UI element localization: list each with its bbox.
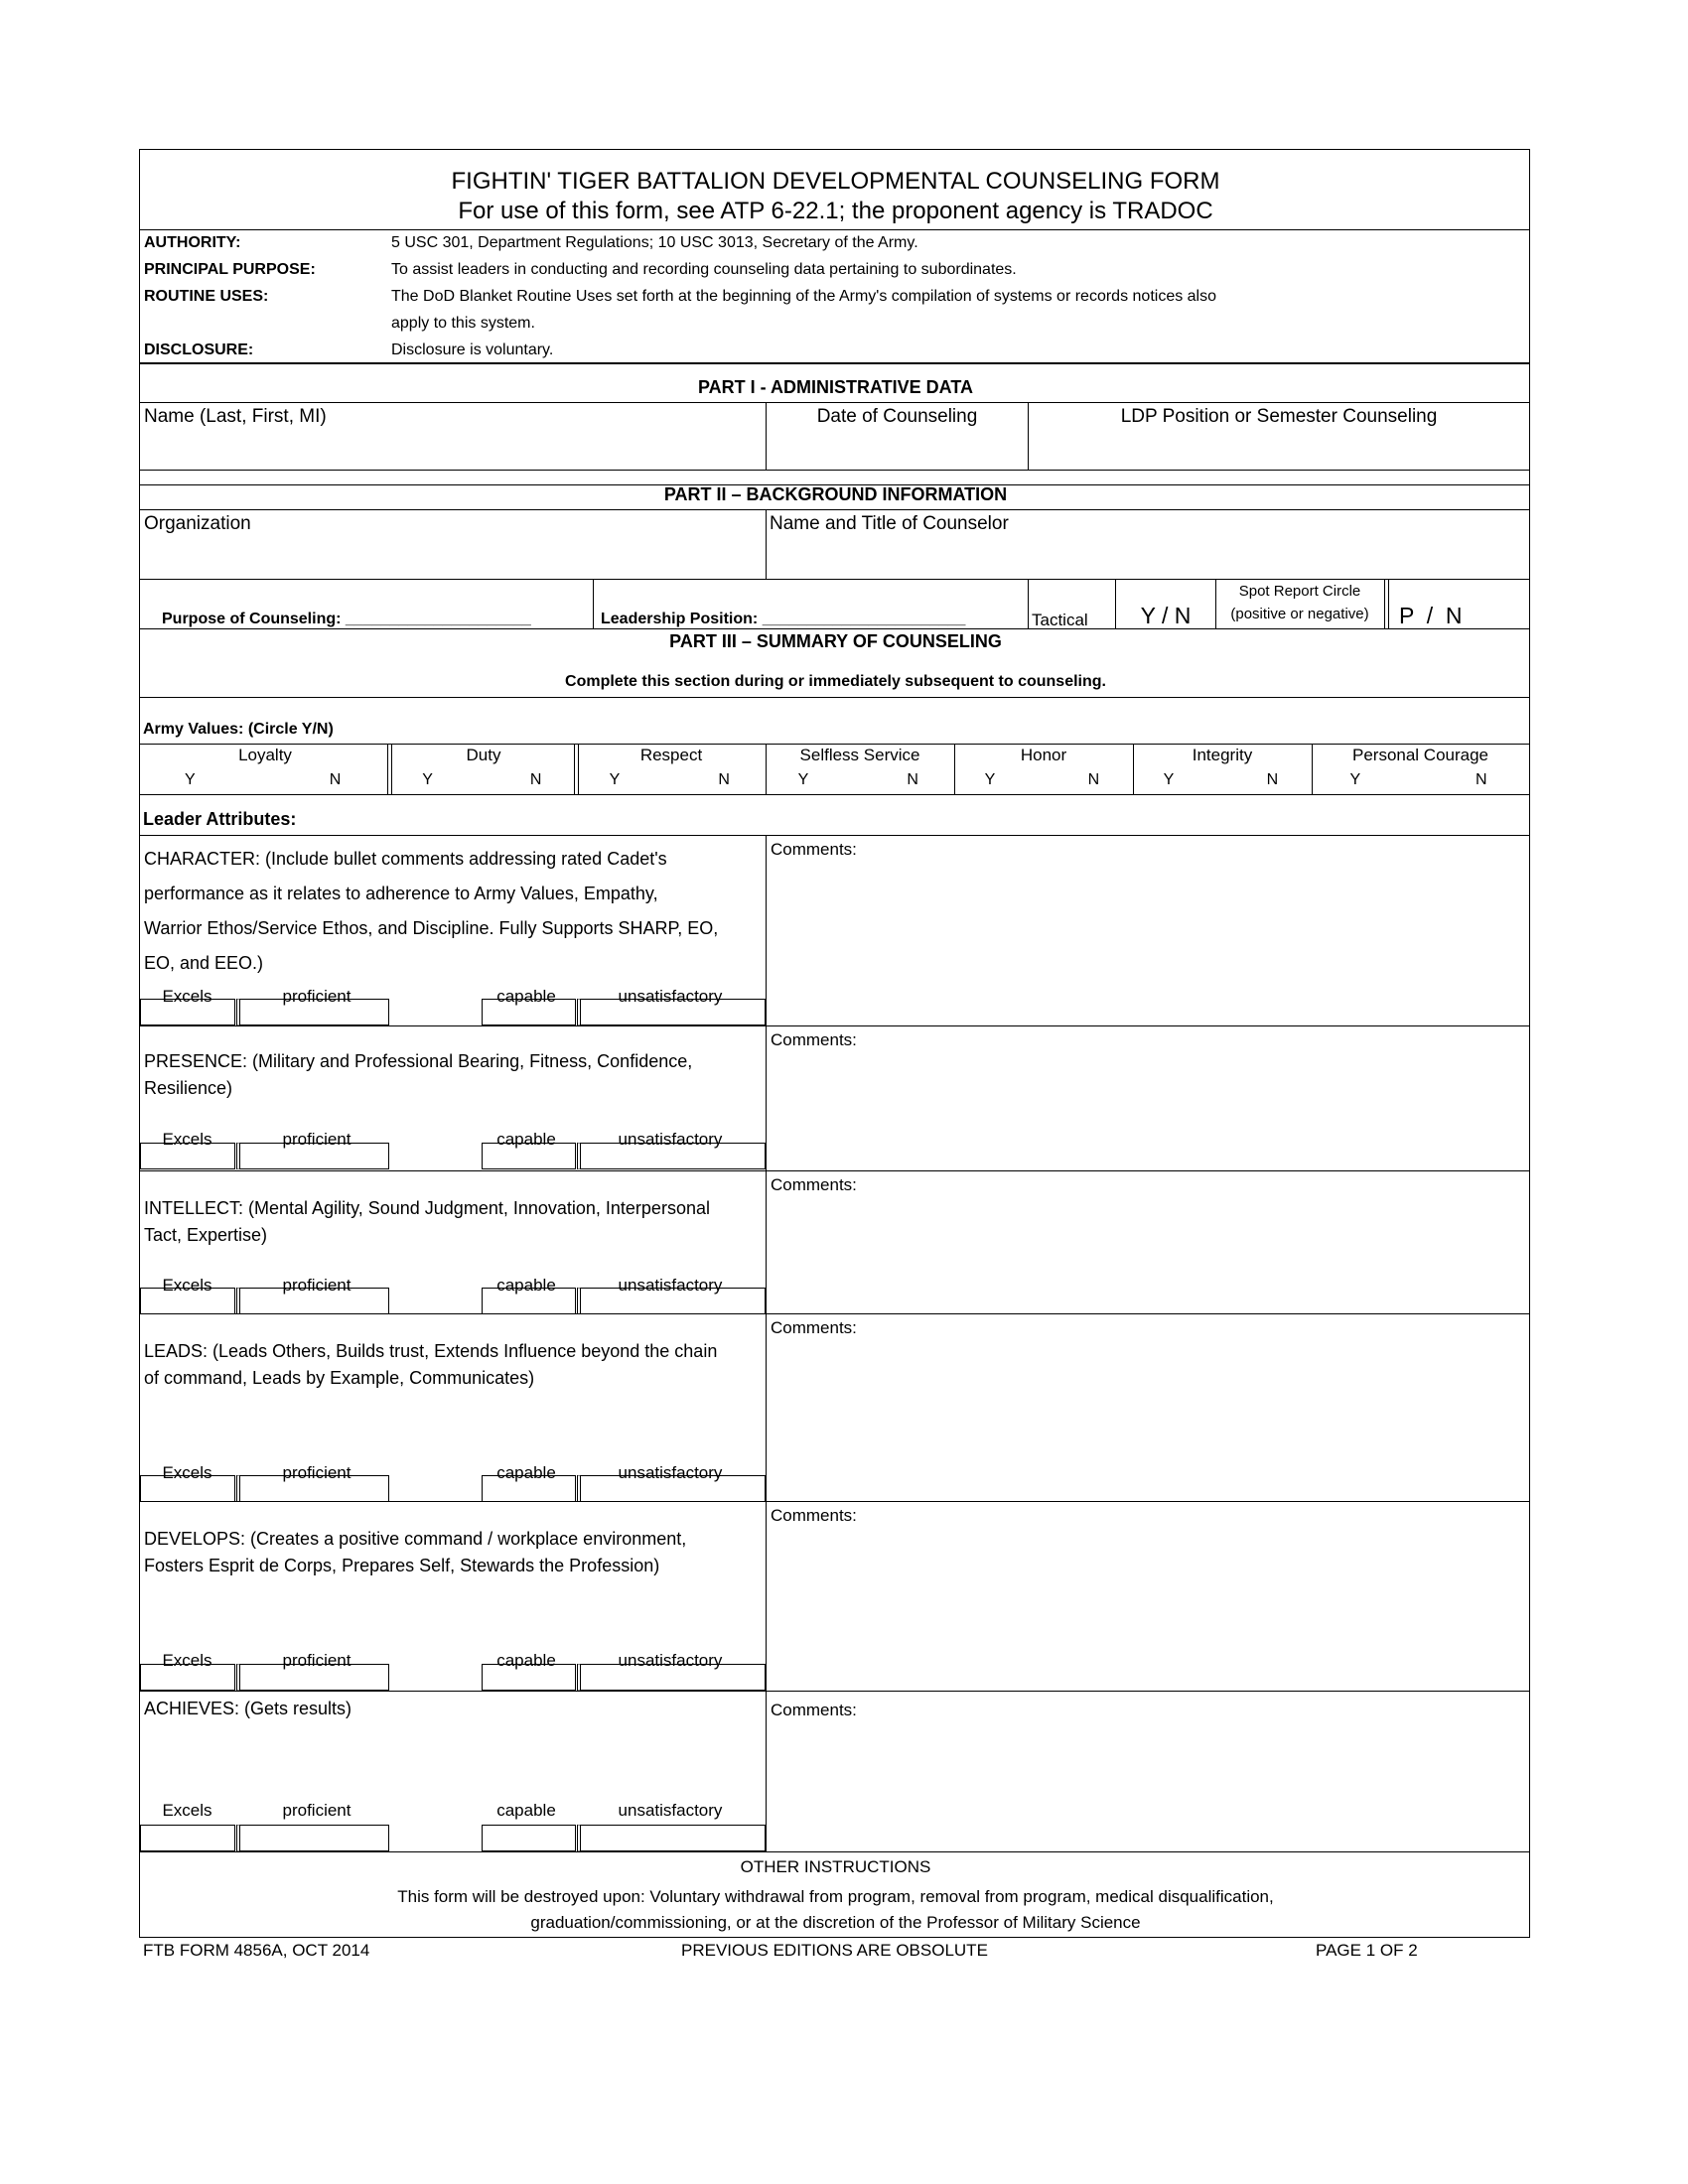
part3-title: PART III – SUMMARY OF COUNSELING [669,631,1002,651]
leads-excels-checkbox[interactable] [140,1475,235,1502]
disclosure-label: DISCLOSURE: [144,341,254,358]
intellect-unsatisfactory-label: unsatisfactory [618,1276,723,1295]
part3-instruction: Complete this section during or immediately subsequent to counseling. [565,673,1106,690]
develops-capable-checkbox[interactable] [482,1664,576,1691]
character-capable-label: capable [496,987,556,1006]
leads-excels-label: Excels [162,1463,212,1482]
page-number: PAGE 1 OF 2 [1316,1941,1418,1960]
presence-excels-checkbox[interactable] [140,1143,235,1169]
other-instructions-line-2: graduation/commissioning, or at the discretion of the Professor of Military Science [530,1913,1141,1932]
army-value-no[interactable]: N [329,771,342,788]
army-value-yes[interactable]: Y [609,771,621,788]
date-of-counseling-label: Date of Counseling [816,406,978,427]
form-id: FTB FORM 4856A, OCT 2014 [143,1941,370,1960]
presence-comments-field[interactable] [768,1055,1527,1168]
army-value-yes[interactable]: Y [984,771,996,788]
character-excels-checkbox[interactable] [140,999,235,1025]
achieves-excels-label: Excels [162,1801,212,1820]
achieves-comments-label: Comments: [771,1701,857,1719]
leads-unsatisfactory-label: unsatisfactory [618,1463,723,1482]
presence-proficient-label: proficient [282,1130,352,1149]
intellect-excels-checkbox[interactable] [140,1288,235,1314]
leads-proficient-label: proficient [282,1463,352,1482]
leads-description: LEADS: (Leads Others, Builds trust, Extends Influence beyond the chain of command, Leads by Example, Communicates) [144,1341,718,1388]
develops-comments-field[interactable] [768,1531,1527,1686]
army-value-name: Loyalty [238,746,292,764]
character-comments-label: Comments: [771,840,857,859]
develops-excels-checkbox[interactable] [140,1664,235,1691]
leads-proficient-checkbox[interactable] [236,1475,389,1502]
army-values-label: Army Values: (Circle Y/N) [143,721,334,738]
purpose-of-counseling-field[interactable]: Purpose of Counseling: _____________________ [162,611,531,627]
army-value-yes[interactable]: Y [422,771,433,788]
character-unsatisfactory-label: unsatisfactory [618,987,723,1006]
army-value-no[interactable]: N [718,771,730,788]
intellect-excels-label: Excels [162,1276,212,1295]
authority-text: 5 USC 301, Department Regulations; 10 USC 3013, Secretary of the Army. [391,234,918,251]
army-value-name: Personal Courage [1351,746,1489,764]
presence-description: PRESENCE: (Military and Professional Bearing, Fitness, Confidence, Resilience) [144,1051,693,1098]
intellect-comments-field[interactable] [768,1200,1527,1311]
name-label: Name (Last, First, MI) [144,406,327,427]
develops-proficient-label: proficient [282,1651,352,1670]
character-comments-field[interactable] [768,865,1527,1024]
intellect-proficient-label: proficient [282,1276,352,1295]
intellect-comments-label: Comments: [771,1175,857,1194]
part2-title: PART II – BACKGROUND INFORMATION [663,484,1008,504]
tactical-label: Tactical [1032,611,1088,629]
army-value-name: Honor [1020,746,1067,764]
disclosure-text: Disclosure is voluntary. [391,341,554,358]
achieves-unsatisfactory-label: unsatisfactory [618,1801,723,1820]
leads-comments-label: Comments: [771,1318,857,1337]
counselor-field[interactable] [768,537,1527,577]
presence-comments-label: Comments: [771,1030,857,1049]
organization-field[interactable] [142,537,764,577]
achieves-capable-checkbox[interactable] [482,1825,576,1851]
character-capable-checkbox[interactable] [482,999,576,1025]
intellect-capable-label: capable [496,1276,556,1295]
achieves-description: ACHIEVES: (Gets results) [144,1699,352,1718]
army-value-no[interactable]: N [907,771,918,788]
routine-uses-label: ROUTINE USES: [144,288,269,305]
army-value-no[interactable]: N [1266,771,1279,788]
purpose-text: To assist leaders in conducting and recording counseling data pertaining to subordinates. [391,261,1017,278]
part1-title: PART I - ADMINISTRATIVE DATA [698,377,973,397]
army-value-no[interactable]: N [529,771,542,788]
spot-report-pn-choice[interactable]: P / N [1399,603,1463,628]
other-instructions-line-1: This form will be destroyed upon: Voluntary withdrawal from program, removal from program, medical disqualification, [397,1887,1274,1906]
army-value-no[interactable]: N [1087,771,1100,788]
presence-capable-checkbox[interactable] [482,1143,576,1169]
other-instructions-title: OTHER INSTRUCTIONS [740,1857,931,1876]
spot-report-label-2: (positive or negative) [1230,606,1369,622]
character-proficient-checkbox[interactable] [236,999,389,1025]
character-description: CHARACTER: (Include bullet comments addressing rated Cadet's performance as it relates to adherence to Army Values, Empathy, Warrior Ethos/Service Ethos, and Discipline. Fully Supports SHARP, EO, EO, and EEO.) [144,849,719,973]
presence-unsatisfactory-label: unsatisfactory [618,1130,723,1149]
form-title: FIGHTIN' TIGER BATTALION DEVELOPMENTAL COUNSELING FORM [451,168,1220,195]
intellect-description: INTELLECT: (Mental Agility, Sound Judgment, Innovation, Interpersonal Tact, Expertise) [144,1198,710,1245]
character-proficient-label: proficient [282,987,352,1006]
army-value-yes[interactable]: Y [1349,771,1361,788]
achieves-unsatisfactory-checkbox[interactable] [577,1825,766,1851]
achieves-proficient-label: proficient [282,1801,352,1820]
leader-attributes-label: Leader Attributes: [143,809,297,829]
develops-capable-label: capable [496,1651,556,1670]
develops-unsatisfactory-label: unsatisfactory [618,1651,723,1670]
army-value-name: Integrity [1192,746,1253,764]
leads-capable-checkbox[interactable] [482,1475,576,1502]
army-value-no[interactable]: N [1476,771,1487,788]
intellect-proficient-checkbox[interactable] [236,1288,389,1314]
presence-capable-label: capable [496,1130,556,1149]
ldp-position-field[interactable] [1030,428,1528,468]
routine-uses-text-1: The DoD Blanket Routine Uses set forth at the beginning of the Army's compilation of systems or records notices also [391,288,1217,305]
achieves-proficient-checkbox[interactable] [236,1825,389,1851]
achieves-excels-checkbox[interactable] [140,1825,235,1851]
form-subtitle: For use of this form, see ATP 6-22.1; the proponent agency is TRADOC [458,198,1213,224]
leads-capable-label: capable [496,1463,556,1482]
army-value-name: Respect [639,746,703,764]
develops-excels-label: Excels [162,1651,212,1670]
army-value-name: Selfless Service [799,746,920,764]
counselor-label: Name and Title of Counselor [770,513,1009,534]
date-of-counseling-field[interactable] [768,428,1026,468]
achieves-comments-field[interactable] [768,1724,1527,1847]
spot-report-label-1: Spot Report Circle [1238,583,1361,600]
develops-description: DEVELOPS: (Creates a positive command / workplace environment, Fosters Esprit de Corps, Prepares Self, Stewards the Profession) [144,1529,687,1575]
army-value-yes[interactable]: Y [185,771,196,788]
army-value-name: Duty [466,746,501,764]
leadership-position-field[interactable]: Leadership Position: _______________________ [601,611,966,627]
counseling-form [139,149,1530,1938]
character-excels-label: Excels [162,987,212,1006]
army-value-yes[interactable]: Y [797,771,809,788]
leads-comments-field[interactable] [768,1343,1527,1498]
develops-proficient-checkbox[interactable] [236,1664,389,1691]
develops-unsatisfactory-checkbox[interactable] [577,1664,766,1691]
authority-label: AUTHORITY: [144,234,241,251]
tactical-yn-choice[interactable]: Y / N [1140,603,1192,628]
achieves-capable-label: capable [496,1801,556,1820]
presence-proficient-checkbox[interactable] [236,1143,389,1169]
organization-label: Organization [144,513,251,534]
ldp-position-label: LDP Position or Semester Counseling [1120,406,1438,427]
presence-excels-label: Excels [162,1130,212,1149]
routine-uses-text-2: apply to this system. [391,315,535,332]
intellect-capable-checkbox[interactable] [482,1288,576,1314]
name-field[interactable] [142,404,764,468]
purpose-label: PRINCIPAL PURPOSE: [144,261,316,278]
character-unsatisfactory-checkbox[interactable] [577,999,766,1025]
obsolete-notice: PREVIOUS EDITIONS ARE OBSOLUTE [681,1941,988,1960]
intellect-unsatisfactory-checkbox[interactable] [577,1288,766,1314]
leads-unsatisfactory-checkbox[interactable] [577,1475,766,1502]
presence-unsatisfactory-checkbox[interactable] [577,1143,766,1169]
army-value-yes[interactable]: Y [1163,771,1175,788]
develops-comments-label: Comments: [771,1506,857,1525]
